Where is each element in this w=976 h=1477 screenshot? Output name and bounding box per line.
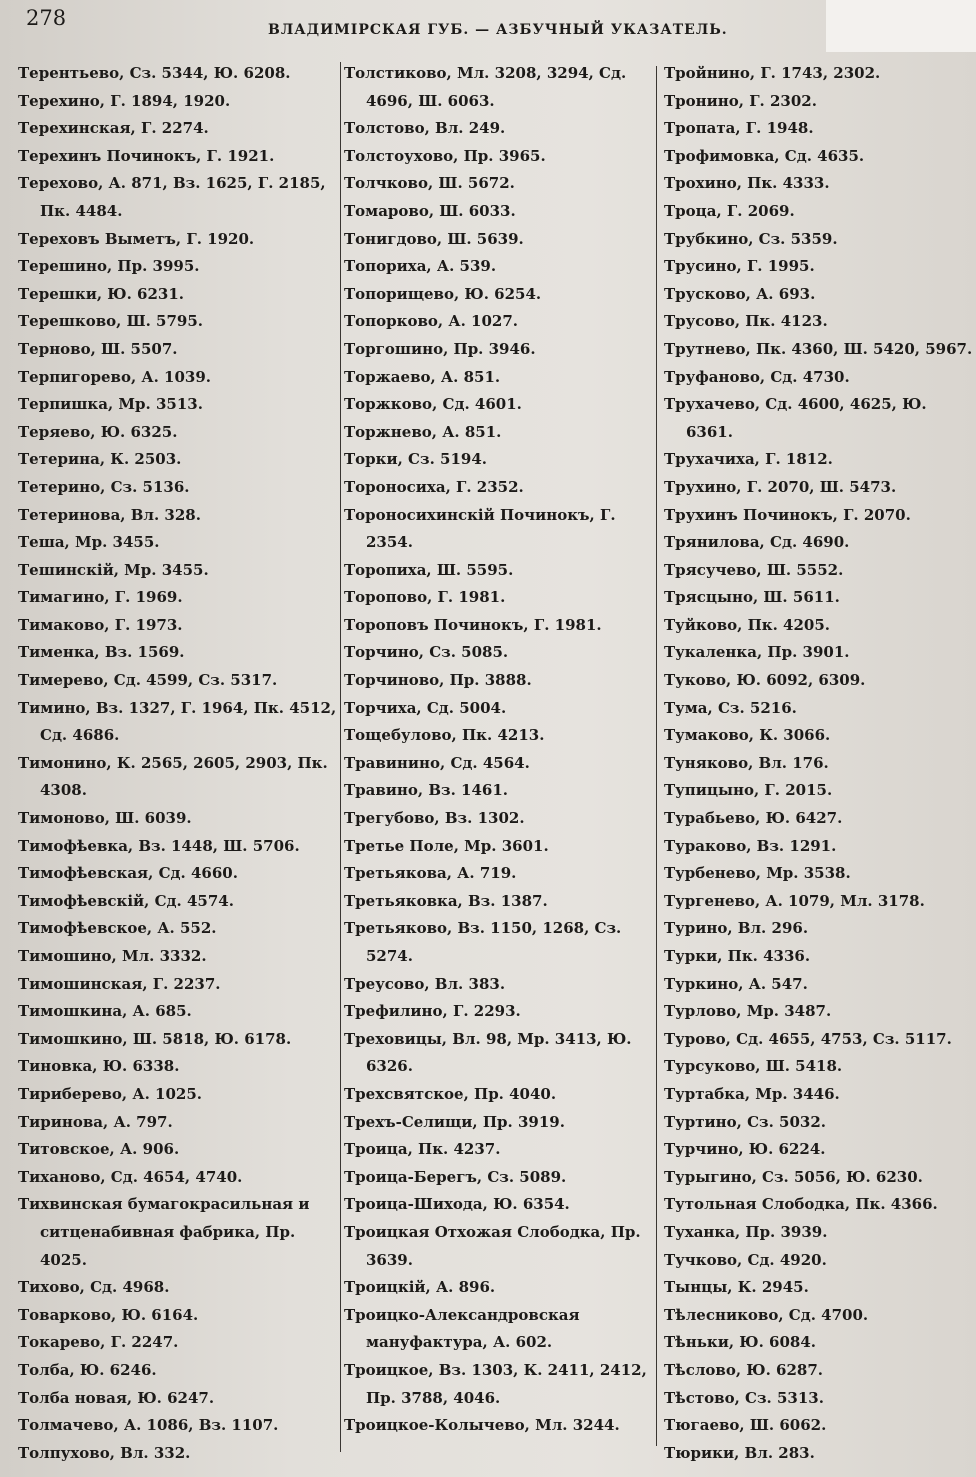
index-entry: Тумаково, К. 3066. [664,726,831,745]
index-column-2 [344,60,662,1440]
index-entry: Терехинская, Г. 2274. [18,119,209,138]
index-entry: Терехино, Г. 1894, 1920. [18,91,231,110]
index-entry: Торчиха, Сд. 5004. [344,698,507,717]
index-entry: Турыгино, Сз. 5056, Ю. 6230. [664,1167,923,1186]
index-entry: Торопово, Г. 1981. [344,588,506,607]
index-entry: Тименка, Вз. 1569. [18,643,185,662]
index-entry: Турлово, Мр. 3487. [664,1002,832,1021]
index-entry: Тиринова, А. 797. [18,1112,173,1131]
index-entry: Тереховъ Выметъ, Г. 1920. [18,229,255,248]
index-entry: Торопиха, Ш. 5595. [344,560,514,579]
index-entry: Троицко-Александровская мануфактура, А. 602. [344,1305,580,1352]
index-entry: Тимерево, Сд. 4599, Сз. 5317. [18,671,278,690]
index-entry: Тимофѣевскій, Сд. 4574. [18,891,234,910]
index-entry: Токарево, Г. 2247. [18,1333,179,1352]
index-entry: Тѣньки, Ю. 6084. [664,1333,816,1352]
index-entry: Торжнево, А. 851. [344,422,502,441]
index-entry: Третье Поле, Мр. 3601. [344,836,549,855]
index-entry: Томарово, Ш. 6033. [344,201,516,220]
index-entry: Туртино, Сз. 5032. [664,1112,827,1131]
index-entry: Толстоухово, Пр. 3965. [344,146,546,165]
index-entry: Тимофѣевское, А. 552. [18,919,217,938]
index-entry: Трясцыно, Ш. 5611. [664,588,840,607]
index-entry: Тетеринова, Вл. 328. [18,505,201,524]
index-entry: Трухинъ Починокъ, Г. 2070. [664,505,911,524]
page-number: 278 [26,6,67,30]
index-entry: Тимошинская, Г. 2237. [18,974,221,993]
index-entry: Треховицы, Вл. 98, Мр. 3413, Ю. 6326. [344,1029,632,1076]
index-entry: Туняково, Вл. 176. [664,753,829,772]
index-entry: Трехсвятское, Пр. 4040. [344,1084,557,1103]
index-entry: Трухачево, Сд. 4600, 4625, Ю. 6361. [664,395,927,441]
index-entry: Тороносиха, Г. 2352. [344,477,524,496]
index-entry: Тимино, Вз. 1327, Г. 1964, Пк. 4512, Сд. 4686. [18,698,337,745]
index-entry: Тимонино, К. 2565, 2605, 2903, Пк. 4308. [18,753,328,800]
index-entry: Товарково, Ю. 6164. [18,1305,199,1324]
index-entry: Тѣлесниково, Сд. 4700. [664,1305,869,1324]
index-entry: Троицкій, А. 896. [344,1278,496,1297]
index-entry: Терешково, Ш. 5795. [18,312,204,331]
index-entry: Трусино, Г. 1995. [664,257,815,276]
index-entry: Трухино, Г. 2070, Ш. 5473. [664,477,897,496]
index-entry: Трянилова, Сд. 4690. [664,533,850,552]
index-entry: Толстово, Вл. 249. [344,119,506,138]
index-entry: Торки, Сз. 5194. [344,450,487,469]
index-entry: Терентьево, Сз. 5344, Ю. 6208. [18,64,291,82]
index-column-3 [664,60,974,1467]
index-entry: Тупицыно, Г. 2015. [664,781,833,800]
index-entry: Тихово, Сд. 4968. [18,1278,170,1297]
index-entry: Топорково, А. 1027. [344,312,518,331]
index-entry: Тутольная Слободка, Пк. 4366. [664,1195,938,1214]
index-entry: Троица-Шихода, Ю. 6354. [344,1195,570,1214]
index-entry: Туханка, Пр. 3939. [664,1222,828,1241]
index-entry: Трофимовка, Сд. 4635. [664,146,865,165]
index-entry: Турино, Вл. 296. [664,919,809,938]
index-entry: Тороповъ Починокъ, Г. 1981. [344,615,602,634]
index-entry: Торжаево, А. 851. [344,367,501,386]
index-entry: Туркино, А. 547. [664,974,808,993]
index-entry: Торжково, Сд. 4601. [344,395,522,414]
index-entry: Тимофѣевская, Сд. 4660. [18,864,238,883]
index-entry: Тимошино, Мл. 3332. [18,947,207,965]
index-entry: Торчиново, Пр. 3888. [344,671,532,690]
index-entry: Тѣслово, Ю. 6287. [664,1360,824,1379]
index-entry: Тимофѣевка, Вз. 1448, Ш. 5706. [18,836,300,855]
index-entry: Толчково, Ш. 5672. [344,174,515,193]
index-entry: Толстиково, Мл. 3208, 3294, Сд. 4696, Ш. 6063. [344,64,627,110]
index-entry: Турки, Пк. 4336. [664,947,811,965]
index-entry: Тощебулово, Пк. 4213. [344,726,545,745]
index-entry: Травино, Вз. 1461. [344,781,509,800]
index-entry: Тѣстово, Сз. 5313. [664,1388,824,1407]
index-entry: Тириберево, А. 1025. [18,1084,202,1103]
index-entry: Терпигорево, А. 1039. [18,367,212,386]
index-entry: Третьяково, Вз. 1150, 1268, Сз. 5274. [344,919,622,965]
index-entry: Тройнино, Г. 1743, 2302. [664,64,881,82]
index-entry: Терново, Ш. 5507. [18,339,178,358]
index-column-1 [18,60,338,1467]
index-entry: Турсуково, Ш. 5418. [664,1057,843,1076]
index-entry: Топориха, А. 539. [344,257,497,276]
index-entry: Турбенево, Мр. 3538. [664,864,851,883]
index-entry: Турабьево, Ю. 6427. [664,809,843,828]
index-entry: Треусово, Вл. 383. [344,974,506,993]
index-entry: Троица, Пк. 4237. [344,1140,501,1159]
index-entry: Торчино, Сз. 5085. [344,643,509,662]
index-entry: Труфаново, Сд. 4730. [664,367,850,386]
page-title: ВЛАДИМІРСКАЯ ГУБ. — АЗБУЧНЫЙ УКАЗАТЕЛЬ. [268,22,728,38]
index-entry: Тиханово, Сд. 4654, 4740. [18,1167,243,1186]
index-entry: Тимошкино, Ш. 5818, Ю. 6178. [18,1029,292,1048]
index-entry: Трясучево, Ш. 5552. [664,560,844,579]
index-entry: Терпишка, Мр. 3513. [18,395,203,414]
index-entry: Теша, Мр. 3455. [18,533,160,552]
index-entry: Тетерина, К. 2503. [18,450,182,469]
index-entry: Тюгаево, Ш. 6062. [664,1416,827,1435]
index-entry: Третьякова, А. 719. [344,864,517,883]
index-entry: Толпухово, Вл. 332. [18,1443,191,1462]
index-entry: Тороносихинскій Починокъ, Г. 2354. [344,505,616,552]
index-entry: Турчино, Ю. 6224. [664,1140,826,1159]
index-entry: Тимаково, Г. 1973. [18,615,183,634]
index-entry: Троицкое, Вз. 1303, К. 2411, 2412, Пр. 3788, 4046. [344,1360,647,1407]
index-entry: Трубкино, Сз. 5359. [664,229,838,248]
index-entry: Третьяковка, Вз. 1387. [344,891,548,910]
index-entry: Толба, Ю. 6246. [18,1360,157,1379]
index-entry: Тюрики, Вл. 283. [664,1443,815,1462]
index-entry: Тума, Сз. 5216. [664,698,797,717]
index-entry: Троицкое-Колычево, Мл. 3244. [344,1416,620,1435]
index-entry: Тураково, Вз. 1291. [664,836,837,855]
index-entry: Тимоново, Ш. 6039. [18,809,192,828]
index-entry: Трутнево, Пк. 4360, Ш. 5420, 5967. [664,339,973,358]
index-entry: Терехинъ Починокъ, Г. 1921. [18,146,275,165]
index-entry: Туртабка, Мр. 3446. [664,1084,840,1103]
index-entry: Тимагино, Г. 1969. [18,588,183,607]
index-entry: Трохино, Пк. 4333. [664,174,830,193]
index-entry: Тургенево, А. 1079, Мл. 3178. [664,891,925,910]
index-entry: Тынцы, К. 2945. [664,1278,809,1297]
page-corner-blank [826,0,976,52]
index-entry: Тонигдово, Ш. 5639. [344,229,524,248]
index-entry: Тучково, Сд. 4920. [664,1250,827,1269]
index-entry: Тетерино, Сз. 5136. [18,477,190,496]
index-entry: Толмачево, А. 1086, Вз. 1107. [18,1416,279,1435]
index-entry: Тронино, Г. 2302. [664,91,817,110]
index-entry: Трегубово, Вз. 1302. [344,809,525,828]
index-entry: Трухачиха, Г. 1812. [664,450,833,469]
index-entry: Терешино, Пр. 3995. [18,257,200,276]
index-entry: Трехъ-Селищи, Пр. 3919. [344,1112,565,1131]
index-entry: Туково, Ю. 6092, 6309. [664,671,866,690]
index-entry: Турово, Сд. 4655, 4753, Сз. 5117. [664,1029,952,1048]
index-entry: Топорищево, Ю. 6254. [344,284,542,303]
index-entry: Терешки, Ю. 6231. [18,284,184,303]
index-entry: Тропата, Г. 1948. [664,119,814,138]
index-entry: Тукаленка, Пр. 3901. [664,643,850,662]
index-entry: Травинино, Сд. 4564. [344,753,530,772]
index-entry: Тешинскій, Мр. 3455. [18,560,209,579]
index-entry: Троица-Берегъ, Сз. 5089. [344,1167,567,1186]
index-entry: Тиновка, Ю. 6338. [18,1057,180,1076]
index-entry: Толба новая, Ю. 6247. [18,1388,215,1407]
index-entry: Титовское, А. 906. [18,1140,180,1159]
column-rule [340,62,341,1452]
index-entry: Торгошино, Пр. 3946. [344,339,536,358]
index-entry: Трефилино, Г. 2293. [344,1002,521,1021]
index-entry: Тихвинская бумагокрасильная и ситценабивная фабрика, Пр. 4025. [18,1195,310,1269]
index-entry: Туйково, Пк. 4205. [664,615,831,634]
index-entry: Теряево, Ю. 6325. [18,422,178,441]
index-entry: Тимошкина, А. 685. [18,1002,192,1021]
index-entry: Трусово, Пк. 4123. [664,312,828,331]
index-entry: Троца, Г. 2069. [664,201,795,220]
index-entry: Трусково, А. 693. [664,284,816,303]
index-entry: Терехово, А. 871, Вз. 1625, Г. 2185, Пк. 4484. [18,174,326,220]
index-entry: Троицкая Отхожая Слободка, Пр. 3639. [344,1222,641,1269]
